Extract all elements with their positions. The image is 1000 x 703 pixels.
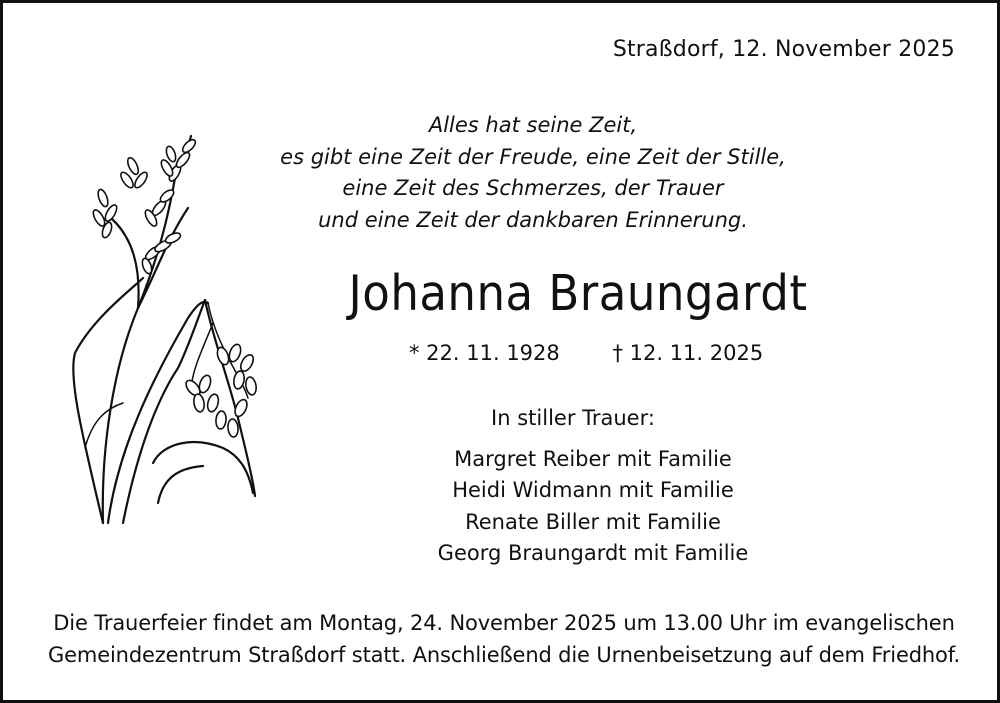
motto-line: es gibt eine Zeit der Freude, eine Zeit der Stille, [280,144,786,169]
mourner-entry: Margret Reiber mit Familie [454,447,732,471]
mourner-entry: Georg Braungardt mit Familie [437,540,749,565]
notice-line: Die Trauerfeier findet am Montag, 24. November 2025 um 13.00 Uhr im evangelischen [53,611,955,635]
mourning-intro: In stiller Trauer: [491,406,655,430]
deceased-name: Johanna Braungardt [348,265,808,322]
motto-quote [233,110,833,236]
mourner-entry: Heidi Widmann mit Familie [452,478,734,503]
notice-line: Gemeindezentrum Straßdorf statt. Anschließend die Urnenbeisetzung auf dem Friedhof. [48,643,960,667]
funeral-notice [39,607,969,671]
motto-line: eine Zeit des Schmerzes, der Trauer [342,176,724,200]
place-and-date: Straßdorf, 12. November 2025 [612,37,955,62]
mourners-list [383,444,803,569]
mourner-entry: Renate Biller mit Familie [465,509,721,534]
death-date: † 12. 11. 2025 [612,341,764,365]
motto-line: Alles hat seine Zeit, [428,113,638,137]
motto-line: und eine Zeit der dankbaren Erinnerung. [318,207,748,232]
birth-date: * 22. 11. 1928 [409,341,560,365]
life-dates [409,341,763,365]
